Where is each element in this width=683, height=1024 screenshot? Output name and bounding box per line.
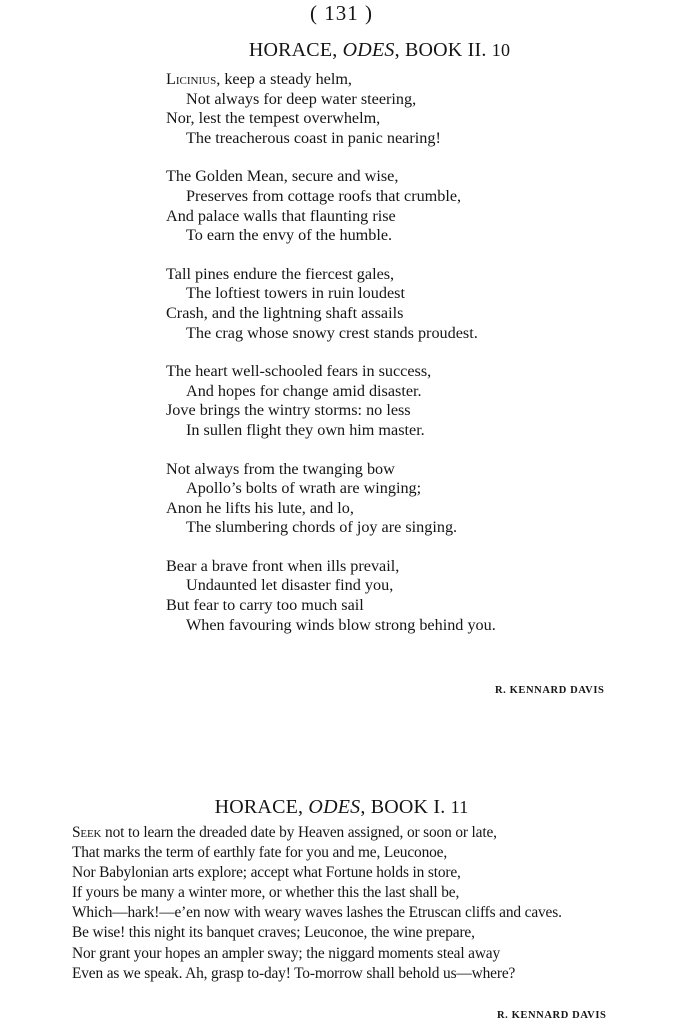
poem-1-title-suffix: , BOOK II. (394, 39, 492, 61)
verse-line-text: , keep a steady helm, (216, 70, 352, 88)
verse-line: Preserves from cottage roofs that crumble, (186, 186, 462, 205)
verse-line: Not always from the twanging bow (166, 459, 395, 478)
verse-line: The crag whose snowy crest stands proudest. (186, 323, 478, 342)
poem-2-attribution: R. KENNARD DAVIS (497, 1010, 607, 1021)
poem-1-title-number: 10 (491, 40, 511, 60)
verse-line: The treacherous coast in panic nearing! (186, 128, 441, 147)
verse-line: Nor Babylonian arts explore; accept what Fortune holds in store, (72, 864, 461, 882)
verse-line: Bear a brave front when ills prevail, (166, 556, 400, 575)
verse-line: When favouring winds blow strong behind you. (186, 615, 496, 634)
verse-line: The heart well-schooled fears in success, (166, 362, 432, 381)
poem-2-title (0, 795, 683, 819)
stanza (166, 557, 496, 635)
verse-line: Nor grant your hopes an ampler sway; the niggard moments steal away (72, 944, 501, 962)
verse-line: Even as we speak. Ah, grasp to-day! To-morrow shall behold us—where? (72, 964, 516, 982)
verse-line (166, 70, 496, 90)
stanza (166, 460, 496, 538)
poem-2-title-number: 11 (450, 797, 469, 817)
verse-line: And palace walls that flaunting rise (166, 206, 396, 225)
verse-line: Undaunted let disaster find you, (186, 576, 394, 595)
page-number: ( 131 ) (310, 1, 373, 25)
verse-line (72, 823, 562, 843)
verse-line: The Golden Mean, secure and wise, (166, 167, 399, 186)
stanza (166, 70, 496, 148)
poem-2-body (72, 823, 562, 984)
stanza (166, 265, 496, 343)
verse-line: Anon he lifts his lute, and lo, (166, 498, 354, 517)
stanza (166, 167, 496, 245)
verse-line: The loftiest towers in ruin loudest (186, 284, 405, 303)
verse-line: And hopes for change amid disaster. (186, 381, 422, 400)
verse-line: But fear to carry too much sail (166, 596, 364, 615)
first-word: Licinius (166, 70, 217, 88)
verse-line: Jove brings the wintry storms: no less (166, 401, 411, 420)
poem-1-title-prefix: HORACE, (248, 39, 343, 61)
verse-line-text: not to learn the dreaded date by Heaven assigned, or soon or late, (101, 824, 497, 841)
verse-line: Nor, lest the tempest overwhelm, (166, 109, 381, 128)
verse-line: Not always for deep water steering, (186, 89, 417, 108)
verse-line: Be wise! this night its banquet craves; Leuconoe, the wine prepare, (72, 924, 475, 942)
verse-line: To earn the envy of the humble. (186, 226, 393, 245)
poem-1-title (38, 38, 683, 62)
verse-line: The slumbering chords of joy are singing. (186, 518, 458, 537)
poem-2-title-prefix: HORACE, (214, 796, 309, 818)
poem-1-title-italic: ODES (342, 39, 395, 61)
verse-line: Crash, and the lightning shaft assails (166, 303, 404, 322)
verse-line: Which—hark!—e’en now with weary waves lashes the Etruscan cliffs and caves. (72, 904, 562, 922)
poem-1-body (166, 70, 496, 654)
verse-line: That marks the term of earthly fate for you and me, Leuconoe, (72, 844, 448, 862)
first-word: Seek (72, 824, 102, 841)
verse-line: If yours be many a winter more, or whether this the last shall be, (72, 884, 460, 902)
verse-line: In sullen flight they own him master. (186, 420, 425, 439)
verse-line: Apollo’s bolts of wrath are winging; (186, 479, 422, 498)
stanza (166, 362, 496, 440)
poem-2-title-italic: ODES (308, 796, 361, 818)
poem-1-attribution: R. KENNARD DAVIS (495, 685, 605, 696)
verse-line: Tall pines endure the fiercest gales, (166, 264, 395, 283)
poem-2-title-suffix: , BOOK I. (360, 796, 451, 818)
